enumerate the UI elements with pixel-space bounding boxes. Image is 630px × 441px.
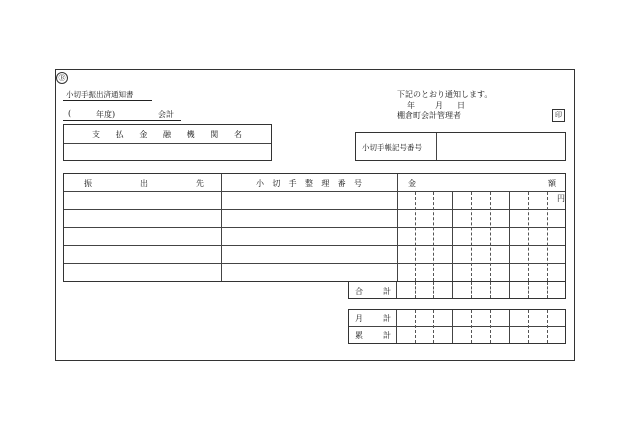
form-title: 小切手振出済通知書 [63, 89, 152, 101]
header-amount-left: 金 [408, 179, 416, 188]
row-4-number[interactable] [225, 248, 393, 261]
row-2-payee[interactable] [67, 212, 217, 225]
row-5-payee[interactable] [67, 266, 217, 279]
monthly-total-label: 月 計 [355, 314, 391, 323]
year-label: 年度) [96, 110, 116, 119]
bank-box [63, 124, 272, 161]
summary-box [348, 309, 566, 344]
bank-name-field[interactable] [68, 147, 268, 159]
row-4-payee[interactable] [67, 248, 217, 261]
date-day: 日 [457, 101, 465, 110]
date-year: 年 [407, 101, 415, 110]
year-open-paren: ( [68, 109, 72, 118]
seal-mark: 印 [552, 109, 565, 122]
main-table [63, 173, 566, 282]
row-1-payee[interactable] [67, 194, 217, 207]
row-3-number[interactable] [225, 230, 393, 243]
row-5-number[interactable] [225, 266, 393, 279]
header-payee: 振 出 先 [84, 179, 204, 188]
total-row [348, 281, 566, 299]
issuer-name: 棚倉町会計管理者 [397, 111, 461, 120]
check-book-box [355, 132, 566, 161]
fiscal-year-line [63, 109, 181, 121]
row-3-payee[interactable] [67, 230, 217, 243]
corner-mark: Ⓑ [56, 72, 68, 84]
check-book-label: 小切手帳記号番号 [362, 143, 422, 152]
account-label: 会計 [158, 110, 174, 119]
yen-unit: 円 [557, 194, 565, 203]
row-1-number[interactable] [225, 194, 393, 207]
date-month: 月 [435, 101, 443, 110]
header-amount-right: 額 [548, 179, 556, 188]
cumulative-total-label: 累 計 [355, 331, 391, 340]
check-book-field[interactable] [440, 137, 560, 157]
row-2-number[interactable] [225, 212, 393, 225]
header-check-number: 小 切 手 整 理 番 号 [256, 179, 362, 188]
bank-header: 支 払 金 融 機 関 名 [92, 130, 242, 139]
total-label: 合 計 [355, 287, 391, 296]
notice-text: 下記のとおり通知します。 [397, 90, 493, 99]
